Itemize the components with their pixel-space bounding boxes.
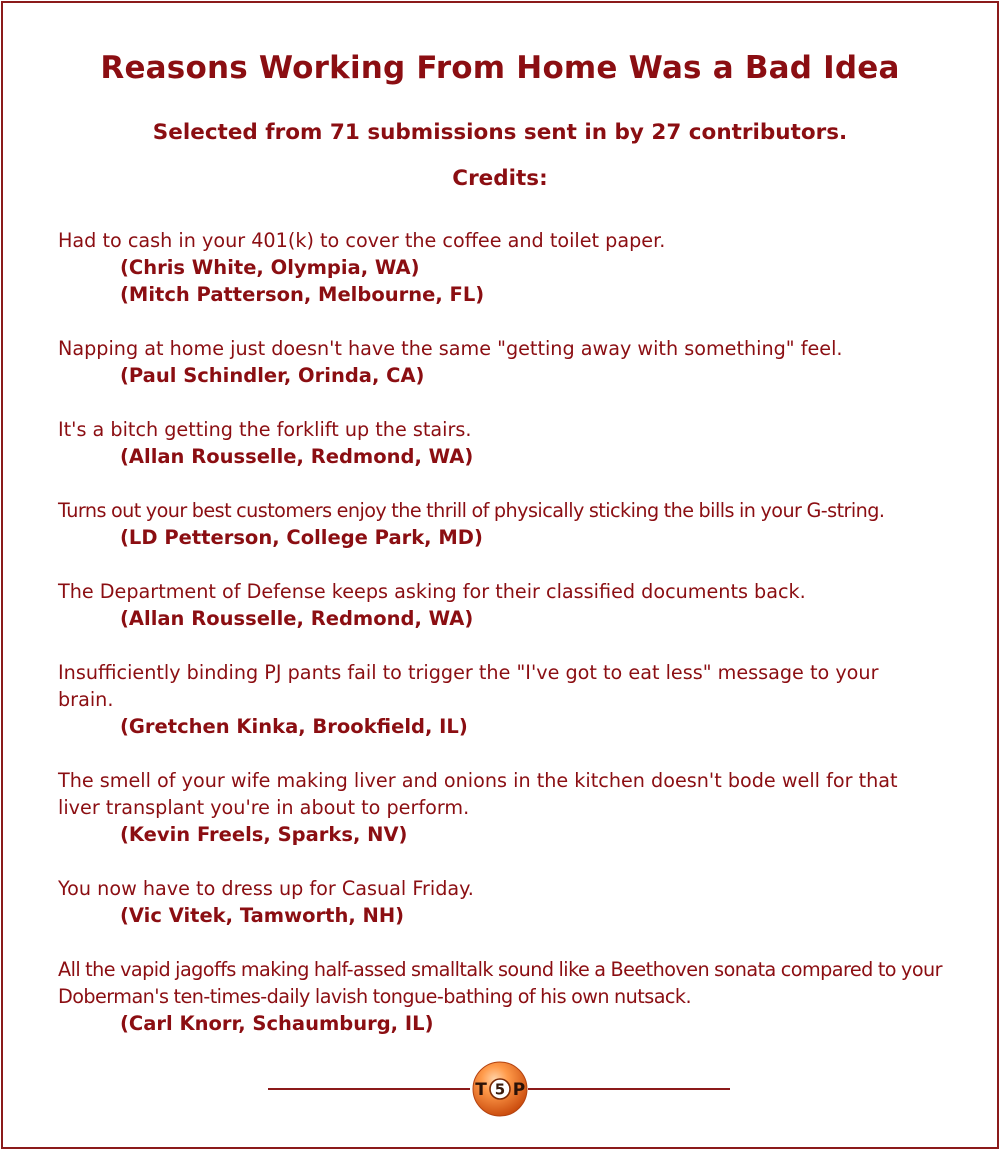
entry-credit: (Gretchen Kinka, Brookfield, IL) xyxy=(120,715,468,738)
svg-text:P: P xyxy=(512,1080,526,1100)
entry-credit: (Carl Knorr, Schaumburg, IL) xyxy=(120,1012,434,1035)
entry-text: Had to cash in your 401(k) to cover the coffee and toilet paper. xyxy=(58,229,666,252)
entry-text: All the vapid jagoffs making half-assed smalltalk sound like a Beethoven sonata compared to your Doberman's ten-times-daily lavish tongue-bathing of his own nutsack. xyxy=(58,958,942,1008)
entry-credit: (Mitch Patterson, Melbourne, FL) xyxy=(120,283,485,306)
credits-heading: Credits: xyxy=(452,166,548,191)
footer-divider-left xyxy=(268,1088,470,1090)
entry-credit: (Allan Rousselle, Redmond, WA) xyxy=(120,607,474,630)
entry-text: Napping at home just doesn't have the same "getting away with something" feel. xyxy=(58,337,843,360)
page-title: Reasons Working From Home Was a Bad Idea xyxy=(100,50,900,86)
list-item xyxy=(58,767,968,848)
list-item xyxy=(58,956,968,1037)
entry-text: Turns out your best customers enjoy the thrill of physically sticking the bills in your G-string. xyxy=(58,499,885,522)
list-item xyxy=(58,497,968,551)
entry-text: Insufficiently binding PJ pants fail to trigger the "I've got to eat less" message to your brain. xyxy=(58,661,879,711)
list-item xyxy=(58,578,968,632)
list-item xyxy=(58,416,968,470)
entry-credit: (Paul Schindler, Orinda, CA) xyxy=(120,364,425,387)
entry-text: The smell of your wife making liver and onions in the kitchen doesn't bode well for that liver transplant you're in about to perform. xyxy=(58,769,898,819)
entry-text: The Department of Defense keeps asking for their classified documents back. xyxy=(58,580,806,603)
list-item xyxy=(58,227,968,308)
svg-text:5: 5 xyxy=(494,1080,506,1099)
svg-text:T: T xyxy=(475,1080,487,1100)
entry-list xyxy=(58,227,968,1064)
entry-credit: (LD Petterson, College Park, MD) xyxy=(120,526,483,549)
list-item xyxy=(58,875,968,929)
page-subtitle: Selected from 71 submissions sent in by 27 contributors. xyxy=(152,120,848,145)
list-item xyxy=(58,335,968,389)
list-item xyxy=(58,659,968,740)
top5-ball-logo-icon xyxy=(464,1060,536,1118)
entry-credit: (Chris White, Olympia, WA) xyxy=(120,256,420,279)
entry-text: You now have to dress up for Casual Friday. xyxy=(58,877,474,900)
entry-credit: (Allan Rousselle, Redmond, WA) xyxy=(120,445,474,468)
footer-divider-right xyxy=(528,1088,730,1090)
entry-credit: (Kevin Freels, Sparks, NV) xyxy=(120,823,408,846)
entry-text: It's a bitch getting the forklift up the stairs. xyxy=(58,418,472,441)
entry-credit: (Vic Vitek, Tamworth, NH) xyxy=(120,904,405,927)
